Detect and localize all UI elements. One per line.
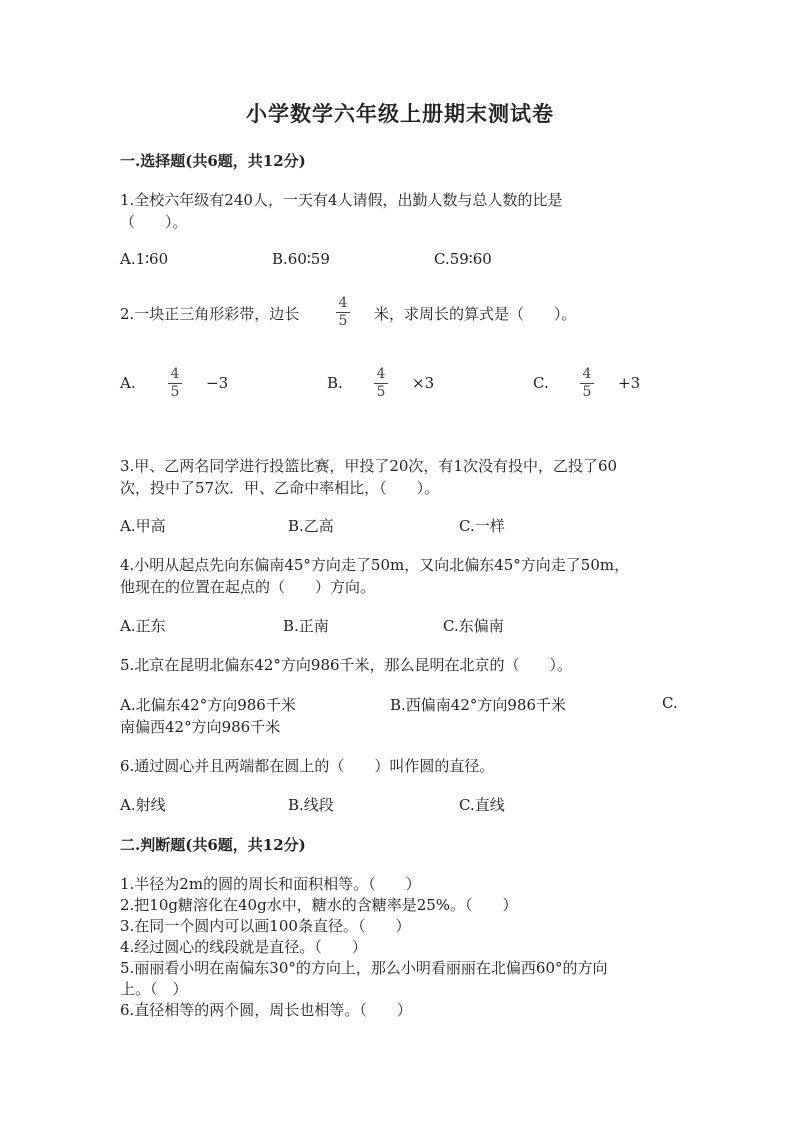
question-6-option-b: B.线段: [288, 796, 334, 814]
fraction-numerator: 4: [376, 366, 386, 382]
section-heading-choice: 一.选择题(共6题，共12分): [120, 152, 306, 170]
question-6-text: 6.通过圆心并且两端都在圆上的（ ）叫作圆的直径。: [120, 757, 495, 775]
question-2-text-prefix: 2.一块正三角形彩带，边长: [120, 305, 300, 323]
question-4-text: 4.小明从起点先向东偏南45°方向走了50m，又向北偏东45°方向走了50m，: [120, 556, 630, 574]
question-2-option-b-operation: ×3: [412, 374, 435, 392]
question-2-option-c-operation: +3: [618, 374, 641, 392]
question-4-option-a: A.正东: [120, 617, 166, 635]
question-1-text: 1.全校六年级有240人，一天有4人请假，出勤人数与总人数的比是: [120, 191, 563, 209]
judgment-item-cont: 上。（ ）: [120, 980, 188, 998]
fraction-denominator: 5: [376, 384, 386, 400]
question-2-fraction: [336, 296, 350, 329]
judgment-item: 3.在同一个圆内可以画100条直径。（ ）: [120, 917, 411, 935]
question-3-option-c: C.一样: [459, 517, 505, 535]
question-2-text-suffix: 米，求周长的算式是（ ）。: [374, 305, 577, 323]
question-5-text: 5.北京在昆明北偏东42°方向986千米，那么昆明在北京的（ ）。: [120, 656, 573, 674]
judgment-item: 6.直径相等的两个圆，周长也相等。（ ）: [120, 1001, 412, 1019]
judgment-item: 2.把10g糖溶化在40g水中，糖水的含糖率是25%。（ ）: [120, 896, 518, 914]
judgment-item: 1.半径为2m的圆的周长和面积相等。（ ）: [120, 875, 421, 893]
fraction-denominator: 5: [170, 384, 180, 400]
question-3-option-a: A.甲高: [120, 517, 166, 535]
fraction-denominator: 5: [338, 313, 348, 329]
question-2-option-c-label: C.: [533, 374, 549, 392]
question-3-text-cont: 次，投中了57次．甲、乙命中率相比，（ ）。: [120, 479, 440, 497]
question-6-option-a: A.射线: [120, 796, 166, 814]
question-6-option-c: C.直线: [459, 796, 505, 814]
question-1-blank: （ ）。: [120, 213, 188, 231]
question-3-text: 3.甲、乙两名同学进行投篮比赛，甲投了20次，有1次没有投中，乙投了60: [120, 457, 618, 475]
question-1-option-a: A.1∶60: [120, 250, 169, 268]
question-2-option-a-operation: −3: [206, 374, 229, 392]
question-4-option-c: C.东偏南: [443, 617, 504, 635]
judgment-item: 5.丽丽看小明在南偏东30°的方向上，那么小明看丽丽在北偏西60°的方向: [120, 959, 608, 977]
question-1-option-c: C.59∶60: [434, 250, 492, 268]
question-4-text-cont: 他现在的位置在起点的（ ）方向。: [120, 578, 376, 596]
question-1-option-b: B.60∶59: [272, 250, 330, 268]
fraction-numerator: 4: [338, 295, 348, 311]
question-5-option-b: B.西偏南42°方向986千米: [390, 696, 567, 714]
question-5-option-c: 南偏西42°方向986千米: [120, 718, 281, 736]
question-2-option-b-label: B.: [327, 374, 343, 392]
question-5-option-a: A.北偏东42°方向986千米: [120, 696, 296, 714]
question-3-option-b: B.乙高: [288, 517, 334, 535]
fraction-numerator: 4: [170, 366, 180, 382]
question-4-option-b: B.正南: [283, 617, 329, 635]
question-2-option-a-label: A.: [120, 374, 136, 392]
question-2-option-b-fraction: [374, 367, 388, 400]
judgment-item: 4.经过圆心的线段就是直径。（ ）: [120, 938, 367, 956]
page-title: 小学数学六年级上册期末测试卷: [246, 101, 554, 126]
fraction-denominator: 5: [582, 384, 592, 400]
fraction-numerator: 4: [582, 366, 592, 382]
question-2-option-c-fraction: [580, 367, 594, 400]
question-5-option-c-label: C.: [662, 694, 678, 712]
section-heading-judgment: 二.判断题(共6题，共12分): [120, 836, 306, 854]
question-2-option-a-fraction: [168, 367, 182, 400]
